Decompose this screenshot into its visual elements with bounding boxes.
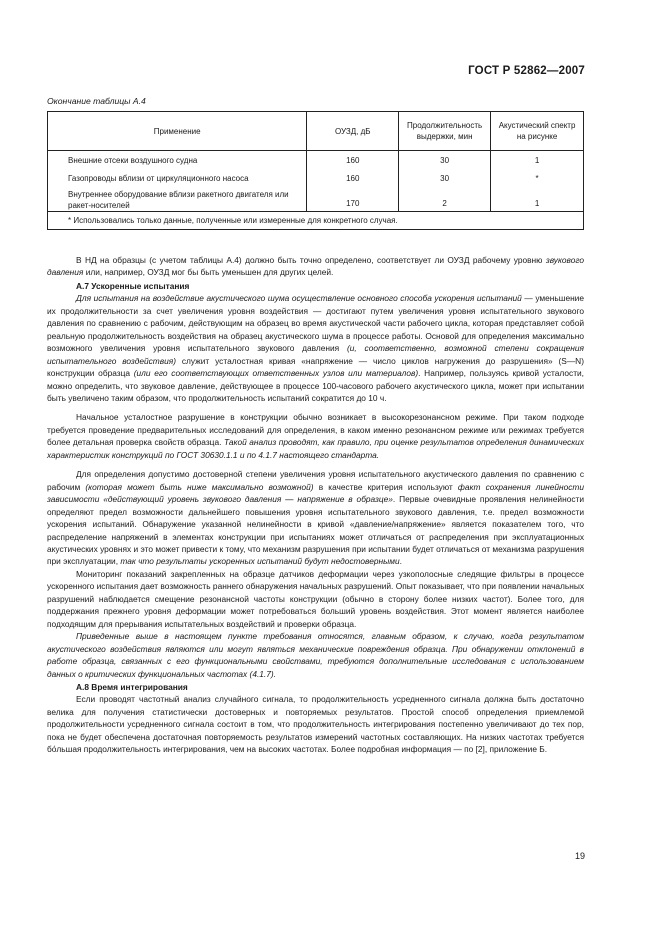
- section-heading-a8: А.8 Время интегрирования: [76, 681, 188, 692]
- paragraph-monitoring: Мониторинг показаний закрепленных на образце датчиков деформации через узкополосные следящие фильтры в процессе ускоренного испытания дает возможность раннего обнаружения начальных разрушений. Опыт показывает, что при появлении начальных разрушений наблюдается смещение резонансной частоты конструкции (обычно в сторону более низких частот). Более того, для поддержания прежнего уровня деформации может потребоваться больший уровень воздействия. Этот момент является наиболее подходящим для прерывания испытательных воздействий и проверки образца.: [47, 568, 584, 629]
- paragraph-integration-time: Если проводят частотный анализ случайного сигнала, то продолжительность усредненного сигнала должна быть достаточно велика для получения статистически достоверных и повторяемых результатов. Простой способ определения приемлемой продолжительности усредненного сигнала состоит в том, что продолжительность интегрирования постепенно увеличивают до тех пор, пока не будет обеспечена достаточная повторяемость результатов измерений частотных составляющих. На низких частотах требуется бо́льшая продолжительность интегрирования, чем на высоких частотах. Более подробная информация — по [2], приложение Б.: [47, 694, 584, 755]
- cell-spectrum: 1: [491, 186, 584, 212]
- cell-spectrum: 1: [491, 151, 584, 169]
- column-header-spectrum: Акустический спектр на рисунке: [491, 112, 584, 151]
- body-text: [47, 254, 584, 756]
- paragraph-nd-samples: В НД на образцы (с учетом таблицы А.4) должно быть точно определено, соответствует ли ОУЗД рабочему уровню звукового давления или, например, ОУЗД мог бы быть уменьшен для других целей.: [47, 255, 584, 278]
- cell-application: Газопроводы вблизи от циркуляционного насоса: [48, 168, 307, 186]
- table-footnote-row: [48, 212, 584, 230]
- paragraph-acceleration-method: Для испытания на воздействие акустического шума осуществление основного способа ускорения испытаний — уменьшение их продолжительности за счет увеличения уровня воздействия — достигают путем увеличения уровня испытательного звукового давления по сравнению с рабочим, действующим на образец во время акустической части рабочего цикла, которая представляет собой реальную продолжительность воздействия на образец акустического шума в процессе работы. Основой для определения максимально возможного увеличения уровня испытательного звукового давления (и, соответственно, возможной степени сокращения испытательного воздействия) служит усталостная кривая «напряжение — число циклов нагружения до разрушения» (S—N) конструкции образца (или его соответствующих ответственных узлов или материалов). Например, пользуясь кривой усталости, можно определить, что звуковое давление, действующее в процессе 100-часового рабочего акустического цикла, может при испытании быть увеличено таким образом, что продолжительность испытаний сократится до 10 ч.: [47, 293, 585, 403]
- page-number: 19: [574, 851, 585, 861]
- table-row: [48, 186, 584, 212]
- table-caption: Окончание таблицы А.4: [47, 96, 146, 106]
- paragraph-initial-fatigue: Начальное усталостное разрушение в конструкции обычно возникает в высокорезонансном режиме. При таком подходе требуется проведение предварительных исследований для определения, в каком именно резонансном режиме или режимах требуется более детальная проверка свойств образца. Такой анализ проводят, как правило, при оценке результатов определения динамических характеристик конструкций по ГОСТ 30630.1.1 и по 4.1.7 настоящего стандарта.: [47, 412, 584, 460]
- cell-duration: 30: [399, 151, 491, 169]
- cell-duration: 30: [399, 168, 491, 186]
- cell-application: Внутреннее оборудование вблизи ракетного двигателя или ракет-носителей: [48, 186, 307, 212]
- paragraph-linearity-criterion: Для определения допустимо достоверной степени увеличения уровня испытательного акустического давления по сравнению с рабочим (которая может быть ниже максимально возможной) в качестве критерия используют факт сохранения линейности зависимости «действующий уровень звукового давления — напряжение в образце». Первые очевидные проявления нелинейности определяют предел возможности дальнейшего повышения уровня испытательного звукового давления, т.е. предел возможности ускорения испытаний. Обнаружение указанной нелинейности в кривой «давление/напряжение» является показателем того, что распределение напряжений в элементах конструкции при испытаниях может отличаться от распределения при эксплуатационных акустических уровнях и это может привести к тому, что механизм разрушения при испытании будет отличаться от механизма разрушения при эксплуатации, так что результаты ускоренных испытаний будут недостоверными.: [47, 469, 584, 567]
- table-header-row: [48, 112, 584, 151]
- cell-ouzd: 170: [307, 186, 399, 212]
- cell-ouzd: 160: [307, 151, 399, 169]
- table-row: [48, 151, 584, 169]
- table-row: [48, 168, 584, 186]
- column-header-ouzd: ОУЗД, дБ: [307, 112, 399, 151]
- cell-duration: 2: [399, 186, 491, 212]
- paragraph-requirements-note: Приведенные выше в настоящем пункте требования относятся, главным образом, к случаю, когда результатом акустического воздействия являются или могут являться механические повреждения образца. При обнаружении отклонений в работе образца, связанных с его функциональными свойствами, требуются дополнительные исследования с использованием данных о критических функциональных частотах (4.1.7).: [47, 631, 584, 679]
- cell-application: Внешние отсеки воздушного судна: [48, 151, 307, 169]
- table-footnote: * Использовались только данные, полученные или измеренные для конкретного случая.: [48, 212, 584, 230]
- section-heading-a7: А.7 Ускоренные испытания: [76, 280, 190, 291]
- cell-spectrum: *: [491, 168, 584, 186]
- column-header-duration: Продолжительность выдержки, мин: [399, 112, 491, 151]
- column-header-application: Применение: [48, 112, 307, 151]
- cell-ouzd: 160: [307, 168, 399, 186]
- document-code: ГОСТ Р 52862—2007: [468, 65, 585, 77]
- spl-table: [47, 111, 584, 230]
